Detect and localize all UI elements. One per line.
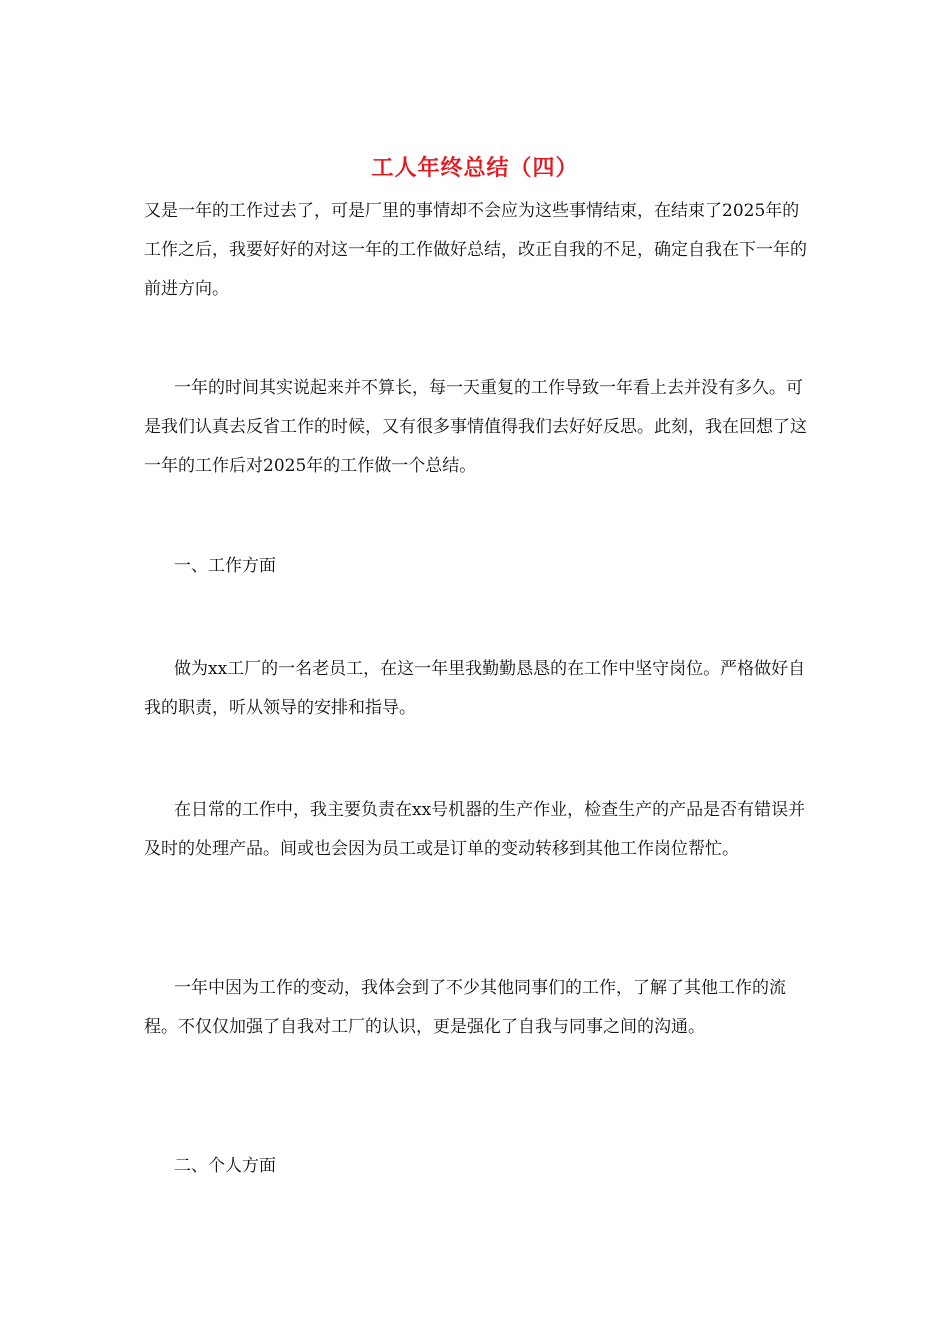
paragraph-daily-work: 在日常的工作中，我主要负责在xx号机器的生产作业，检查生产的产品是否有错误并及时的处理产品。间或也会因为员工或是订单的变动转移到其他工作岗位帮忙。 (144, 800, 806, 859)
paragraph-work-changes: 一年中因为工作的变动，我体会到了不少其他同事们的工作，了解了其他工作的流程。不仅仅加强了自我对工厂的认识，更是强化了自我与同事之间的沟通。 (144, 978, 786, 1037)
paragraph-intro: 又是一年的工作过去了，可是厂里的事情却不会应为这些事情结束，在结束了2025年的工作之后，我要好好的对这一年的工作做好总结，改正自我的不足，确定自我在下一年的前进方向。 (144, 201, 807, 299)
section-heading-work: 一、工作方面 (174, 556, 276, 576)
document-title: 工人年终总结（四） (371, 155, 579, 181)
paragraph-overview: 一年的时间其实说起来并不算长，每一天重复的工作导致一年看上去并没有多久。可是我们认真去反省工作的时候，又有很多事情值得我们去好好反思。此刻，我在回想了这一年的工作后对2025年的工作做一个总结。 (144, 378, 807, 476)
section-heading-personal: 二、个人方面 (174, 1156, 276, 1176)
paragraph-work-role: 做为xx工厂的一名老员工，在这一年里我勤勤恳恳的在工作中坚守岗位。严格做好自我的职责，听从领导的安排和指导。 (144, 659, 806, 718)
